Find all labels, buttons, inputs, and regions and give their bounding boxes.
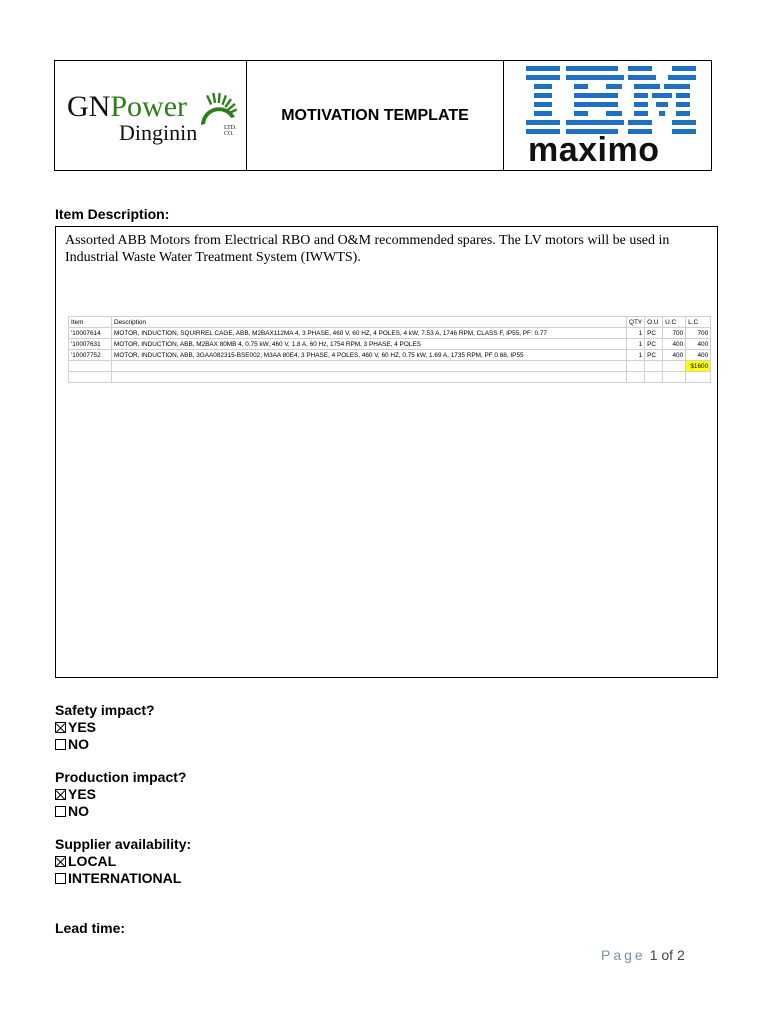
cell-uc: 400 — [663, 350, 686, 361]
maximo-wordmark: maximo — [528, 131, 660, 169]
checkbox-empty-icon[interactable] — [55, 739, 66, 750]
checkbox-checked-icon[interactable] — [55, 789, 66, 800]
items-table — [68, 316, 711, 383]
production-yes-option[interactable]: YES — [55, 786, 96, 803]
ibm-maximo-logo-cell — [504, 61, 711, 170]
logo-dinginin: Dinginin — [119, 120, 198, 145]
checkbox-empty-icon[interactable] — [55, 806, 66, 817]
col-header-item: Item — [69, 317, 112, 328]
cell-ou: PC — [645, 350, 663, 361]
page-number: 1 of 2 — [649, 947, 685, 963]
col-header-ou: O.U — [645, 317, 663, 328]
safety-no-option[interactable]: NO — [55, 736, 89, 753]
ibm-maximo-logo — [524, 66, 699, 169]
table-row — [69, 339, 711, 350]
cell-item: '10007631 — [69, 339, 112, 350]
table-row — [69, 328, 711, 339]
cell-uc: 700 — [663, 328, 686, 339]
safety-impact-label: Safety impact? — [55, 702, 155, 718]
turbine-swirl-icon — [197, 91, 239, 127]
cell-description: MOTOR, INDUCTION, ABB, M2BAX 80MB 4, 0.75 kW, 460 V, 1.8 A, 60 Hz, 1754 RPM, 3 PHASE, 4 POLES — [112, 339, 627, 350]
cell-uc: 400 — [663, 339, 686, 350]
lead-time-label: Lead time: — [55, 920, 126, 936]
cell-description: MOTOR, INDUCTION, ABB, 3GAA082315-BSE002, M3AA 80E4, 3 PHASE, 4 POLES, 460 V, 60 HZ, 0.75 kW, 1.69 A, 1735 RPM, PF 0.68, IP55 — [112, 350, 627, 361]
cell-item: '10007614 — [69, 328, 112, 339]
cell-qty: 1 — [627, 350, 645, 361]
production-impact-label: Production impact? — [55, 769, 187, 785]
page-footer — [601, 947, 685, 963]
item-description-label: Item Description: — [55, 206, 170, 222]
gnpower-logo — [67, 91, 237, 151]
col-header-uc: U.C — [663, 317, 686, 328]
supplier-international-option[interactable]: INTERNATIONAL — [55, 870, 181, 887]
table-empty-row — [69, 372, 711, 383]
col-header-qty: QTY — [627, 317, 645, 328]
ibm-logo-icon — [524, 66, 699, 134]
col-header-description: Description — [112, 317, 627, 328]
logo-ltd: LTD. CO. — [224, 125, 237, 137]
checkbox-empty-icon[interactable] — [55, 873, 66, 884]
cell-lc: 400 — [686, 339, 711, 350]
cell-qty: 1 — [627, 339, 645, 350]
header-table — [54, 60, 712, 171]
total-cell: $1600 — [686, 361, 711, 372]
production-no-option[interactable]: NO — [55, 803, 89, 820]
item-description-text: Assorted ABB Motors from Electrical RBO and O&M recommended spares. The LV motors will be used in Industrial Waste Water Treatment System (IWWTS). — [65, 233, 670, 265]
checkbox-checked-icon[interactable] — [55, 722, 66, 733]
page-word: Page — [601, 947, 646, 963]
table-total-row — [69, 361, 711, 372]
item-description-box[interactable] — [55, 226, 718, 678]
document-title: MOTIVATION TEMPLATE — [247, 61, 504, 170]
cell-ou: PC — [645, 328, 663, 339]
col-header-lc: L.C — [686, 317, 711, 328]
gnpower-logo-cell — [55, 61, 247, 170]
cell-description: MOTOR, INDUCTION, SQUIRREL CAGE, ABB, M2BAX112MA 4, 3 PHASE, 460 V, 60 HZ, 4 POLES, 4 kW, 7.53 A, 1746 RPM, CLASS F, IP55, PF: 0.77 — [112, 328, 627, 339]
cell-lc: 400 — [686, 350, 711, 361]
cell-ou: PC — [645, 339, 663, 350]
cell-item: '10007752 — [69, 350, 112, 361]
cell-qty: 1 — [627, 328, 645, 339]
logo-gn: GN — [67, 90, 111, 123]
table-header-row — [69, 317, 711, 328]
checkbox-checked-icon[interactable] — [55, 856, 66, 867]
supplier-local-option[interactable]: LOCAL — [55, 853, 116, 870]
table-row — [69, 350, 711, 361]
safety-yes-option[interactable]: YES — [55, 719, 96, 736]
cell-lc: 700 — [686, 328, 711, 339]
supplier-availability-label: Supplier availability: — [55, 836, 192, 852]
logo-power: Power — [110, 90, 187, 123]
